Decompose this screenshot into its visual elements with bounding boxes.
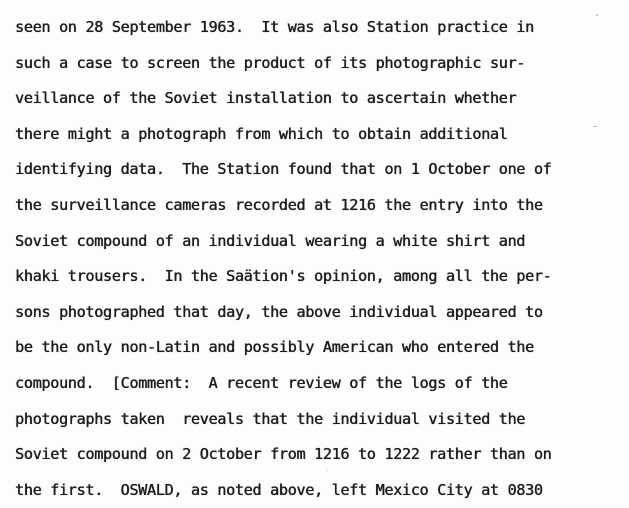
text-line: seen on 28 September 1963. It was also Station practice in — [15, 18, 534, 36]
text-line: the surveillance cameras recorded at 1216 the entry into the — [15, 195, 543, 214]
scan-speck — [593, 126, 597, 127]
text-line: there might a photograph from which to obtain additional — [15, 124, 508, 143]
document-text-body — [15, 10, 625, 508]
text-line: Soviet compound on 2 October from 1216 to 1222 rather than on — [15, 445, 552, 464]
text-line: Soviet compound of an individual wearing a white shirt and — [15, 231, 526, 250]
text-line: compound. [Comment: A recent review of the logs of the — [15, 373, 508, 392]
scan-speck — [327, 470, 328, 471]
text-line: be the only non-Latin and possibly American who entered the — [15, 338, 534, 357]
scan-speck — [596, 14, 598, 16]
text-line: sons photographed that day, the above individual appeared to — [15, 302, 543, 321]
text-line: such a case to screen the product of its photographic sur- — [15, 53, 526, 72]
text-line: photographs taken reveals that the individual visited the — [15, 409, 526, 428]
text-line: the first. OSWALD, as noted above, left Mexico City at 0830 — [15, 480, 543, 499]
text-line: identifying data. The Station found that on 1 October one of — [15, 160, 552, 179]
text-line: veillance of the Soviet installation to ascertain whether — [15, 89, 517, 108]
text-line: khaki trousers. In the Saätion's opinion, among all the per- — [15, 267, 552, 286]
